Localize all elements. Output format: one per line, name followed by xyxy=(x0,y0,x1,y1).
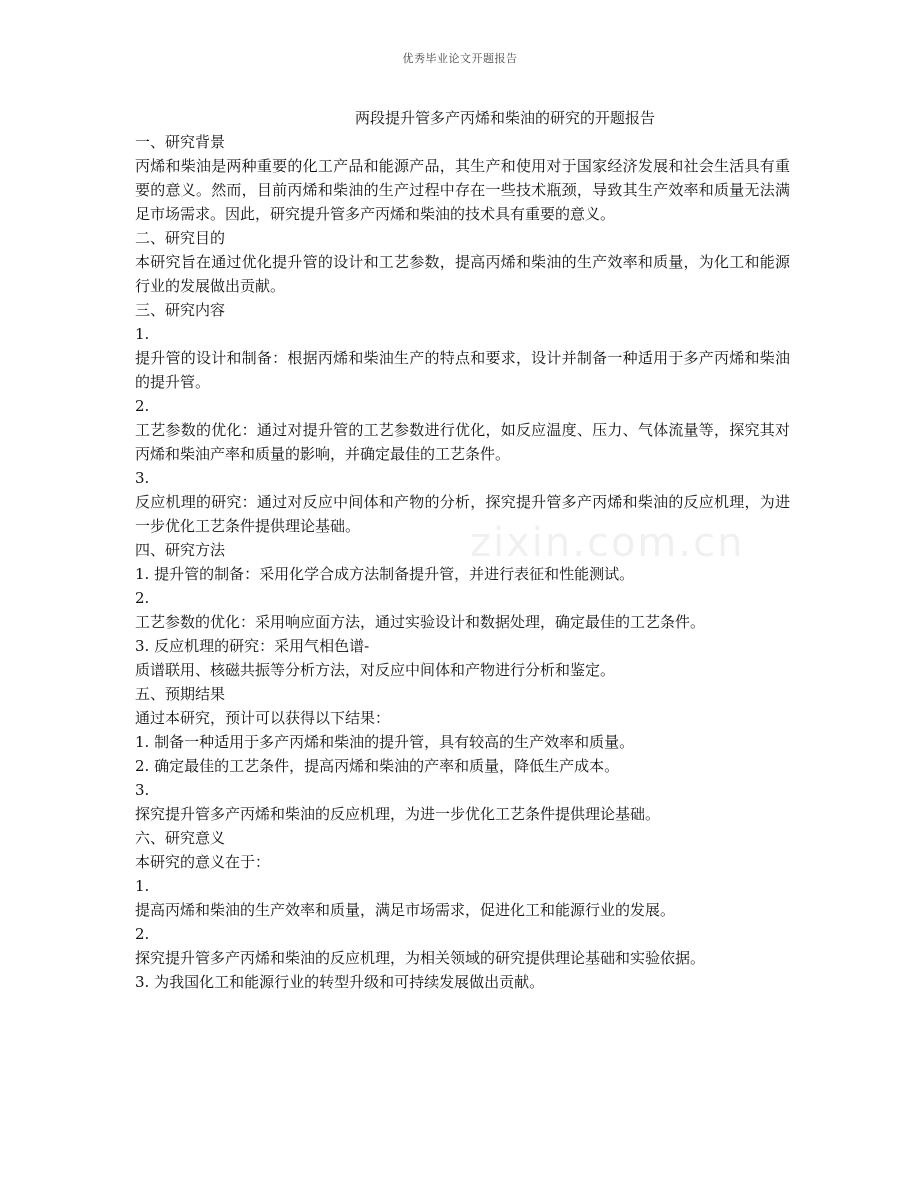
section-heading: 一、研究背景 xyxy=(135,133,226,151)
list-number: 2. xyxy=(135,397,150,415)
section-heading: 三、研究内容 xyxy=(135,301,226,319)
list-number: 1. xyxy=(135,877,150,895)
section-heading: 四、研究方法 xyxy=(135,541,226,559)
paragraph: 提高丙烯和柴油的生产效率和质量，满足市场需求，促进化工和能源行业的发展。 xyxy=(135,901,676,919)
paragraph: 2. 确定最佳的工艺条件，提高丙烯和柴油的产率和质量，降低生产成本。 xyxy=(135,757,620,775)
paragraph: 通过本研究，预计可以获得以下结果： xyxy=(135,709,391,727)
list-number: 2. xyxy=(135,925,150,943)
section-heading: 五、预期结果 xyxy=(135,685,226,703)
section-heading: 二、研究目的 xyxy=(135,229,226,247)
document-title: 两段提升管多产丙烯和柴油的研究的开题报告 xyxy=(355,109,656,127)
paragraph: 3. 为我国化工和能源行业的转型升级和可持续发展做出贡献。 xyxy=(135,973,545,991)
list-number: 1. xyxy=(135,325,150,343)
list-number: 3. xyxy=(135,781,150,799)
paragraph: 本研究旨在通过优化提升管的设计和工艺参数，提高丙烯和柴油的生产效率和质量，为化工和能源行业的发展做出贡献。 xyxy=(135,253,790,295)
paragraph: 探究提升管多产丙烯和柴油的反应机理，为相关领域的研究提供理论基础和实验依据。 xyxy=(135,949,706,967)
list-number: 2. xyxy=(135,589,150,607)
paragraph: 1. 提升管的制备：采用化学合成方法制备提升管，并进行表征和性能测试。 xyxy=(135,565,635,583)
section-heading: 六、研究意义 xyxy=(135,829,226,847)
paragraph: 本研究的意义在于： xyxy=(135,853,271,871)
paragraph: 提升管的设计和制备：根据丙烯和柴油生产的特点和要求，设计并制备一种适用于多产丙烯和柴油的提升管。 xyxy=(135,349,790,391)
paragraph: 工艺参数的优化：通过对提升管的工艺参数进行优化，如反应温度、压力、气体流量等，探究其对丙烯和柴油产率和质量的影响，并确定最佳的工艺条件。 xyxy=(135,421,790,463)
document-body xyxy=(135,106,790,994)
paragraph: 1. 制备一种适用于多产丙烯和柴油的提升管，具有较高的生产效率和质量。 xyxy=(135,733,635,751)
paragraph: 质谱联用、核磁共振等分析方法，对反应中间体和产物进行分析和鉴定。 xyxy=(135,661,616,679)
paragraph: 反应机理的研究：通过对反应中间体和产物的分析，探究提升管多产丙烯和柴油的反应机理，为进一步优化工艺条件提供理论基础。 xyxy=(135,493,790,535)
paragraph: 3. 反应机理的研究：采用气相色谱- xyxy=(135,637,370,655)
paragraph: 工艺参数的优化：采用响应面方法，通过实验设计和数据处理，确定最佳的工艺条件。 xyxy=(135,613,706,631)
paragraph: 探究提升管多产丙烯和柴油的反应机理，为进一步优化工艺条件提供理论基础。 xyxy=(135,805,661,823)
list-number: 3. xyxy=(135,469,150,487)
page-header: 优秀毕业论文开题报告 xyxy=(402,52,518,65)
paragraph: 丙烯和柴油是两种重要的化工产品和能源产品，其生产和使用对于国家经济发展和社会生活具有重要的意义。然而，目前丙烯和柴油的生产过程中存在一些技术瓶颈，导致其生产效率和质量无法满足市场需求。因此，研究提升管多产丙烯和柴油的技术具有重要的意义。 xyxy=(135,157,790,223)
watermark: zixin.com.cn xyxy=(470,520,745,566)
